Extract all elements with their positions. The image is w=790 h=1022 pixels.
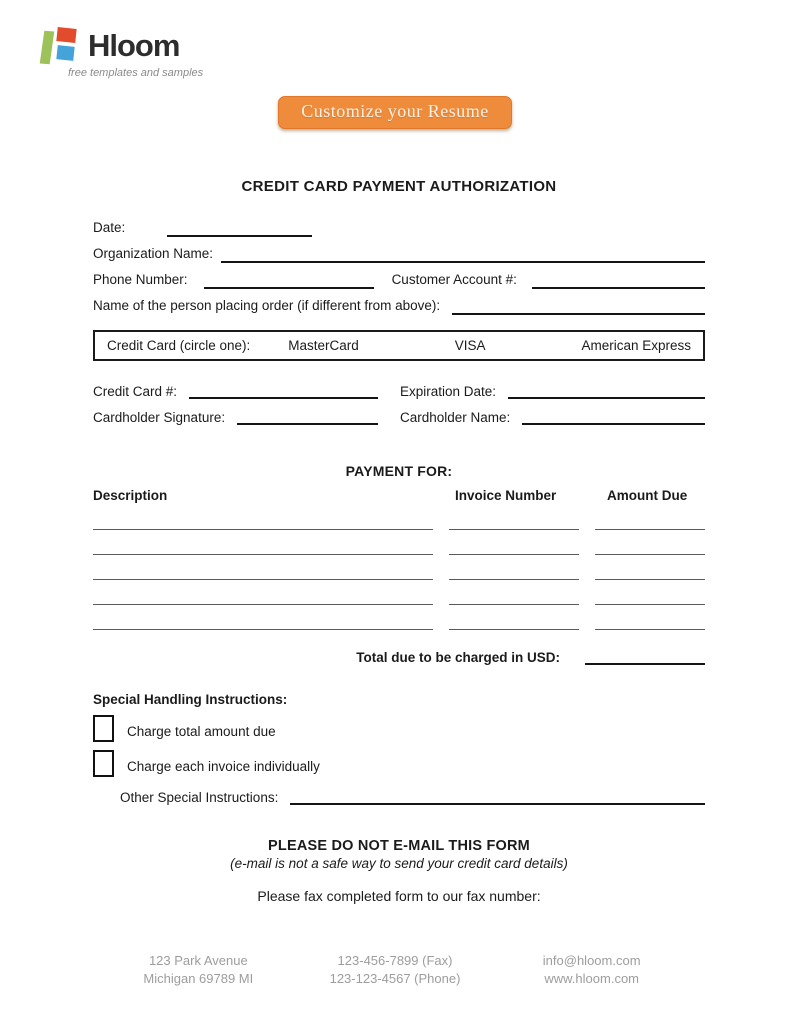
description-blank-line[interactable] xyxy=(93,605,433,630)
expiration-col xyxy=(400,380,705,399)
email-warning-text: (e-mail is not a safe way to send your credit card details) xyxy=(230,856,568,871)
amount-blank-line[interactable] xyxy=(595,605,705,630)
footer-phone: 123-123-4567 (Phone) xyxy=(329,971,461,987)
signature-label: Cardholder Signature: xyxy=(93,410,226,425)
customer-account-label: Customer Account #: xyxy=(391,272,517,288)
logo-blue-square xyxy=(56,45,74,61)
logo-row xyxy=(40,24,203,66)
amount-blank-line[interactable] xyxy=(595,505,705,530)
total-due-field-line[interactable] xyxy=(585,651,705,665)
hloom-logo-icon xyxy=(40,24,82,66)
top-fields xyxy=(93,218,705,315)
date-row xyxy=(93,218,705,237)
fax-instruction-text: Please fax completed form to our fax number: xyxy=(257,888,541,904)
charge-total-row xyxy=(93,715,705,742)
invoice-blank-line[interactable] xyxy=(449,555,579,580)
invoice-blank-line[interactable] xyxy=(449,605,579,630)
signature-field-line[interactable] xyxy=(237,411,378,425)
footer-web xyxy=(493,952,690,989)
phone-field-line[interactable] xyxy=(204,275,374,289)
payment-table-header xyxy=(93,488,705,503)
charge-each-invoice-checkbox[interactable] xyxy=(93,750,114,777)
expiration-label: Expiration Date: xyxy=(400,384,497,399)
card-option-visa[interactable]: VISA xyxy=(454,338,486,353)
organization-row xyxy=(93,244,705,263)
amount-due-column-header: Amount Due xyxy=(607,488,688,503)
other-instructions-row xyxy=(93,786,705,805)
footer-fax: 123-456-7899 (Fax) xyxy=(337,953,453,968)
person-field-line[interactable] xyxy=(452,301,705,315)
footer xyxy=(0,952,790,989)
card-number-expiration-row xyxy=(93,380,705,399)
description-column-header: Description xyxy=(93,488,168,503)
payment-row xyxy=(93,605,705,630)
footer-phones xyxy=(297,952,494,989)
card-option-mastercard[interactable]: MasterCard xyxy=(288,338,359,353)
logo-red-square xyxy=(56,27,76,43)
hloom-logo xyxy=(40,24,203,79)
other-instructions-field-line[interactable] xyxy=(290,791,705,805)
card-option-amex[interactable]: American Express xyxy=(581,338,691,353)
payment-row xyxy=(93,580,705,605)
signature-name-row xyxy=(93,406,705,425)
signature-col xyxy=(93,406,400,425)
cardholder-name-label: Cardholder Name: xyxy=(400,410,511,425)
expiration-field-line[interactable] xyxy=(508,385,705,399)
date-field-line[interactable] xyxy=(167,223,312,237)
footer-website: www.hloom.com xyxy=(544,971,639,987)
description-blank-line[interactable] xyxy=(93,555,433,580)
payment-row xyxy=(93,555,705,580)
payment-for-heading: PAYMENT FOR: xyxy=(345,463,453,479)
card-options xyxy=(288,338,691,353)
total-row xyxy=(93,646,705,665)
footer-address-line1: 123 Park Avenue xyxy=(148,953,248,968)
description-blank-line[interactable] xyxy=(93,530,433,555)
card-type-box xyxy=(93,330,705,361)
other-instructions-label: Other Special Instructions: xyxy=(120,790,279,805)
charge-total-checkbox[interactable] xyxy=(93,715,114,742)
cardholder-name-field-line[interactable] xyxy=(522,411,705,425)
amount-blank-line[interactable] xyxy=(595,530,705,555)
form-title: CREDIT CARD PAYMENT AUTHORIZATION xyxy=(241,178,557,195)
card-detail-fields xyxy=(93,380,705,425)
amount-blank-line[interactable] xyxy=(595,555,705,580)
notice-block xyxy=(93,838,705,904)
card-number-label: Credit Card #: xyxy=(93,384,178,399)
payment-rows xyxy=(93,505,705,630)
card-number-field-line[interactable] xyxy=(189,385,378,399)
cardholder-name-col xyxy=(400,406,705,425)
special-handling-heading: Special Handling Instructions: xyxy=(93,692,288,707)
payment-row xyxy=(93,530,705,555)
form-content xyxy=(0,178,790,904)
organization-label: Organization Name: xyxy=(93,246,214,262)
invoice-blank-line[interactable] xyxy=(449,530,579,555)
charge-total-label: Charge total amount due xyxy=(127,724,276,739)
logo-tagline: free templates and samples xyxy=(68,67,204,79)
invoice-number-column-header: Invoice Number xyxy=(455,488,557,503)
footer-address xyxy=(100,952,297,989)
date-label: Date: xyxy=(93,220,126,236)
payment-row xyxy=(93,505,705,530)
phone-label: Phone Number: xyxy=(93,272,188,288)
footer-address-line2: Michigan 69789 MI xyxy=(143,971,254,987)
person-row xyxy=(93,296,705,315)
charge-each-invoice-label: Charge each invoice individually xyxy=(127,759,320,774)
logo-green-bar xyxy=(40,31,55,64)
description-blank-line[interactable] xyxy=(93,580,433,605)
footer-email: info@hloom.com xyxy=(542,953,641,968)
person-label: Name of the person placing order (if different from above): xyxy=(93,298,441,314)
invoice-blank-line[interactable] xyxy=(449,580,579,605)
customer-account-field-line[interactable] xyxy=(532,275,705,289)
card-number-col xyxy=(93,380,400,399)
customize-resume-button[interactable]: Customize your Resume xyxy=(278,96,511,129)
do-not-email-text: PLEASE DO NOT E-MAIL THIS FORM xyxy=(268,838,530,854)
phone-account-row xyxy=(93,270,705,289)
card-circle-label: Credit Card (circle one): xyxy=(107,338,251,353)
charge-each-row xyxy=(93,750,705,777)
total-due-label: Total due to be charged in USD: xyxy=(356,650,560,665)
invoice-blank-line[interactable] xyxy=(449,505,579,530)
logo-wordmark: Hloom xyxy=(88,27,180,63)
amount-blank-line[interactable] xyxy=(595,580,705,605)
organization-field-line[interactable] xyxy=(221,249,705,263)
description-blank-line[interactable] xyxy=(93,505,433,530)
